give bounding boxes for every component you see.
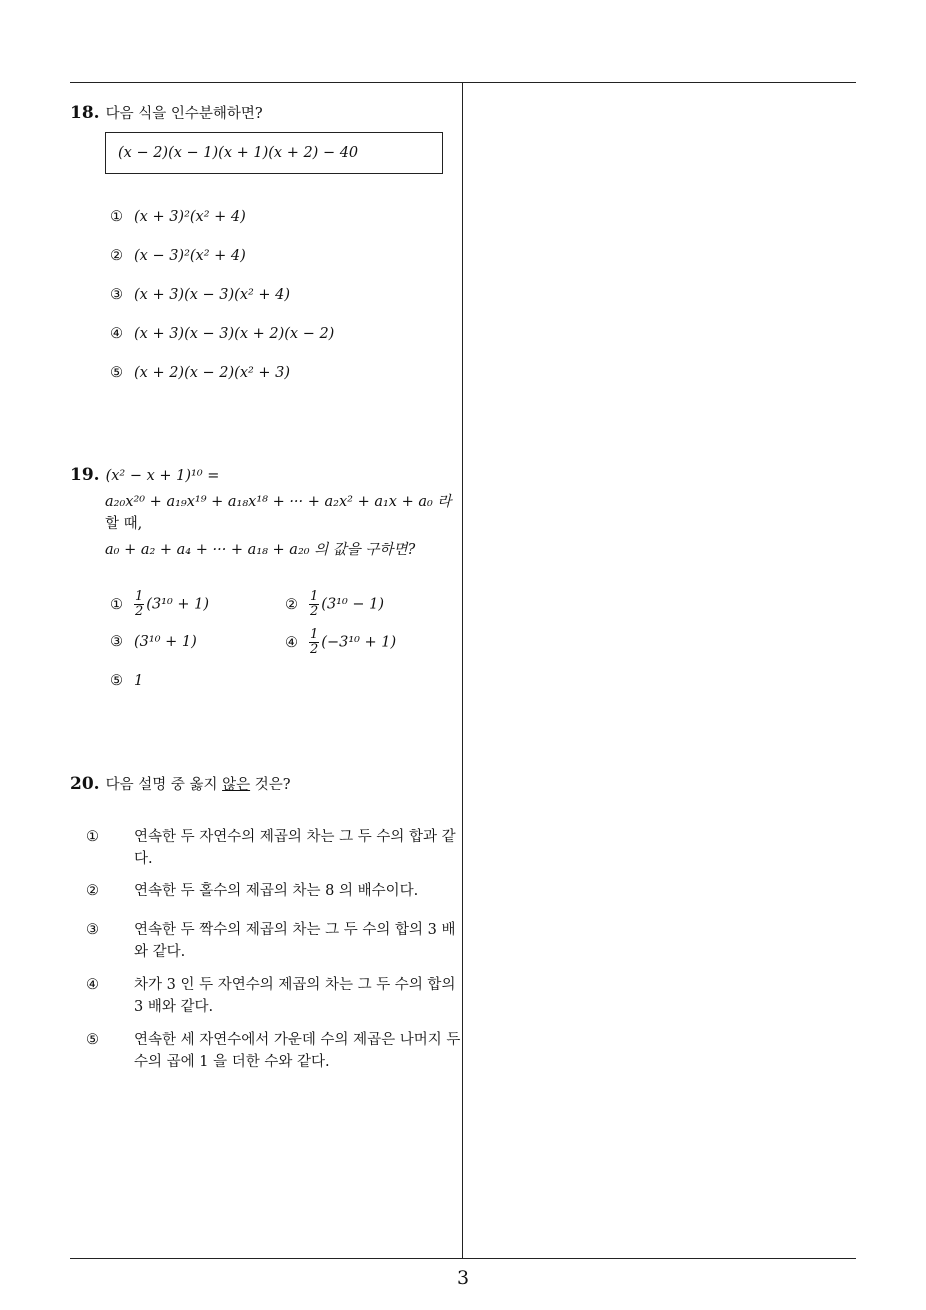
option-text: (x + 2)(x − 2)(x² + 3) <box>134 365 291 381</box>
question-text-underlined: 않은 <box>222 777 251 793</box>
q18-option-1[interactable] <box>110 206 246 228</box>
option-text: (x + 3)(x − 3)(x² + 4) <box>134 287 291 303</box>
option-text: (x + 3)(x − 3)(x + 2)(x − 2) <box>134 326 335 342</box>
option-mark: ② <box>86 883 99 899</box>
question-line: (x² − x + 1)¹⁰ = <box>105 468 220 484</box>
option-mark: ⑤ <box>86 1032 99 1048</box>
q20-option-1[interactable] <box>86 826 464 870</box>
option-text: (3¹⁰ − 1) <box>321 596 385 613</box>
q20-option-5[interactable] <box>86 1029 464 1073</box>
column-divider <box>462 82 463 1259</box>
top-rule <box>70 82 856 83</box>
option-mark: ③ <box>110 634 123 650</box>
fraction-numerator: 1 <box>135 589 144 604</box>
question-line: a₂₀x²⁰ + a₁₉x¹⁹ + a₁₈x¹⁸ + ··· + a₂x² + a₁x + a₀ 라 <box>105 494 452 510</box>
q19-option-3[interactable] <box>110 631 197 653</box>
option-text: 1 <box>134 673 144 689</box>
option-text: (x + 3)²(x² + 4) <box>134 209 246 225</box>
option-mark: ② <box>285 596 298 613</box>
fraction <box>309 628 319 657</box>
option-text: (x − 3)²(x² + 4) <box>134 248 246 264</box>
fraction-denominator: 2 <box>310 604 319 619</box>
q19-option-4[interactable] <box>285 628 396 657</box>
q20-option-2[interactable] <box>86 880 464 902</box>
option-text: (−3¹⁰ + 1) <box>321 634 397 651</box>
q20-option-4[interactable] <box>86 974 464 1018</box>
question-18-expression-box <box>105 132 443 174</box>
option-mark: ④ <box>86 977 99 993</box>
option-text: 차가 3 인 두 자연수의 제곱의 차는 그 두 수의 합의 3 배와 같다. <box>134 977 456 1015</box>
q19-option-5[interactable] <box>110 670 143 692</box>
q19-option-1[interactable] <box>110 590 209 619</box>
question-20-prompt <box>70 773 460 796</box>
option-text: (3¹⁰ + 1) <box>146 596 210 613</box>
option-mark: ④ <box>110 326 123 342</box>
question-text: 다음 설명 중 옳지 <box>105 777 223 793</box>
option-text: 연속한 세 자연수에서 가운데 수의 제곱은 나머지 두 수의 곱에 1 을 더한 수와 같다. <box>134 1032 461 1070</box>
option-text: (3¹⁰ + 1) <box>134 634 197 650</box>
question-number: 19. <box>70 465 100 485</box>
question-line: a₀ + a₂ + a₄ + ··· + a₁₈ + a₂₀ 의 값을 구하면? <box>105 542 416 558</box>
fraction <box>134 590 144 619</box>
fraction-denominator: 2 <box>135 604 144 619</box>
fraction-denominator: 2 <box>310 642 319 657</box>
option-text: 연속한 두 홀수의 제곱의 차는 8 의 배수이다. <box>134 883 419 899</box>
q18-option-5[interactable] <box>110 362 290 384</box>
bottom-rule <box>70 1258 856 1259</box>
option-mark: ① <box>86 829 99 845</box>
option-mark: ② <box>110 248 123 264</box>
q18-option-4[interactable] <box>110 323 334 345</box>
q20-option-3[interactable] <box>86 919 464 963</box>
q18-option-3[interactable] <box>110 284 290 306</box>
question-number: 20. <box>70 774 100 794</box>
q19-option-2[interactable] <box>285 590 384 619</box>
option-mark: ① <box>110 209 123 225</box>
question-18-prompt <box>70 102 460 125</box>
option-text: 연속한 두 짝수의 제곱의 차는 그 두 수의 합의 3 배와 같다. <box>134 922 456 960</box>
q18-option-2[interactable] <box>110 245 246 267</box>
question-text: 다음 식을 인수분해하면? <box>105 106 263 122</box>
expression: (x − 2)(x − 1)(x + 1)(x + 2) − 40 <box>118 145 359 161</box>
fraction-numerator: 1 <box>310 589 319 604</box>
option-text: 연속한 두 자연수의 제곱의 차는 그 두 수의 합과 같다. <box>134 829 456 867</box>
option-mark: ③ <box>110 287 123 303</box>
question-text: 것은? <box>250 777 291 793</box>
option-mark: ③ <box>86 922 99 938</box>
question-number: 18. <box>70 103 100 123</box>
option-mark: ⑤ <box>110 365 123 381</box>
fraction <box>309 590 319 619</box>
page-number: 3 <box>456 1267 470 1289</box>
fraction-numerator: 1 <box>310 627 319 642</box>
option-mark: ④ <box>285 634 298 651</box>
question-19-prompt <box>70 464 460 561</box>
option-mark: ① <box>110 596 123 613</box>
option-mark: ⑤ <box>110 673 123 689</box>
question-line: 할 때, <box>105 516 143 532</box>
